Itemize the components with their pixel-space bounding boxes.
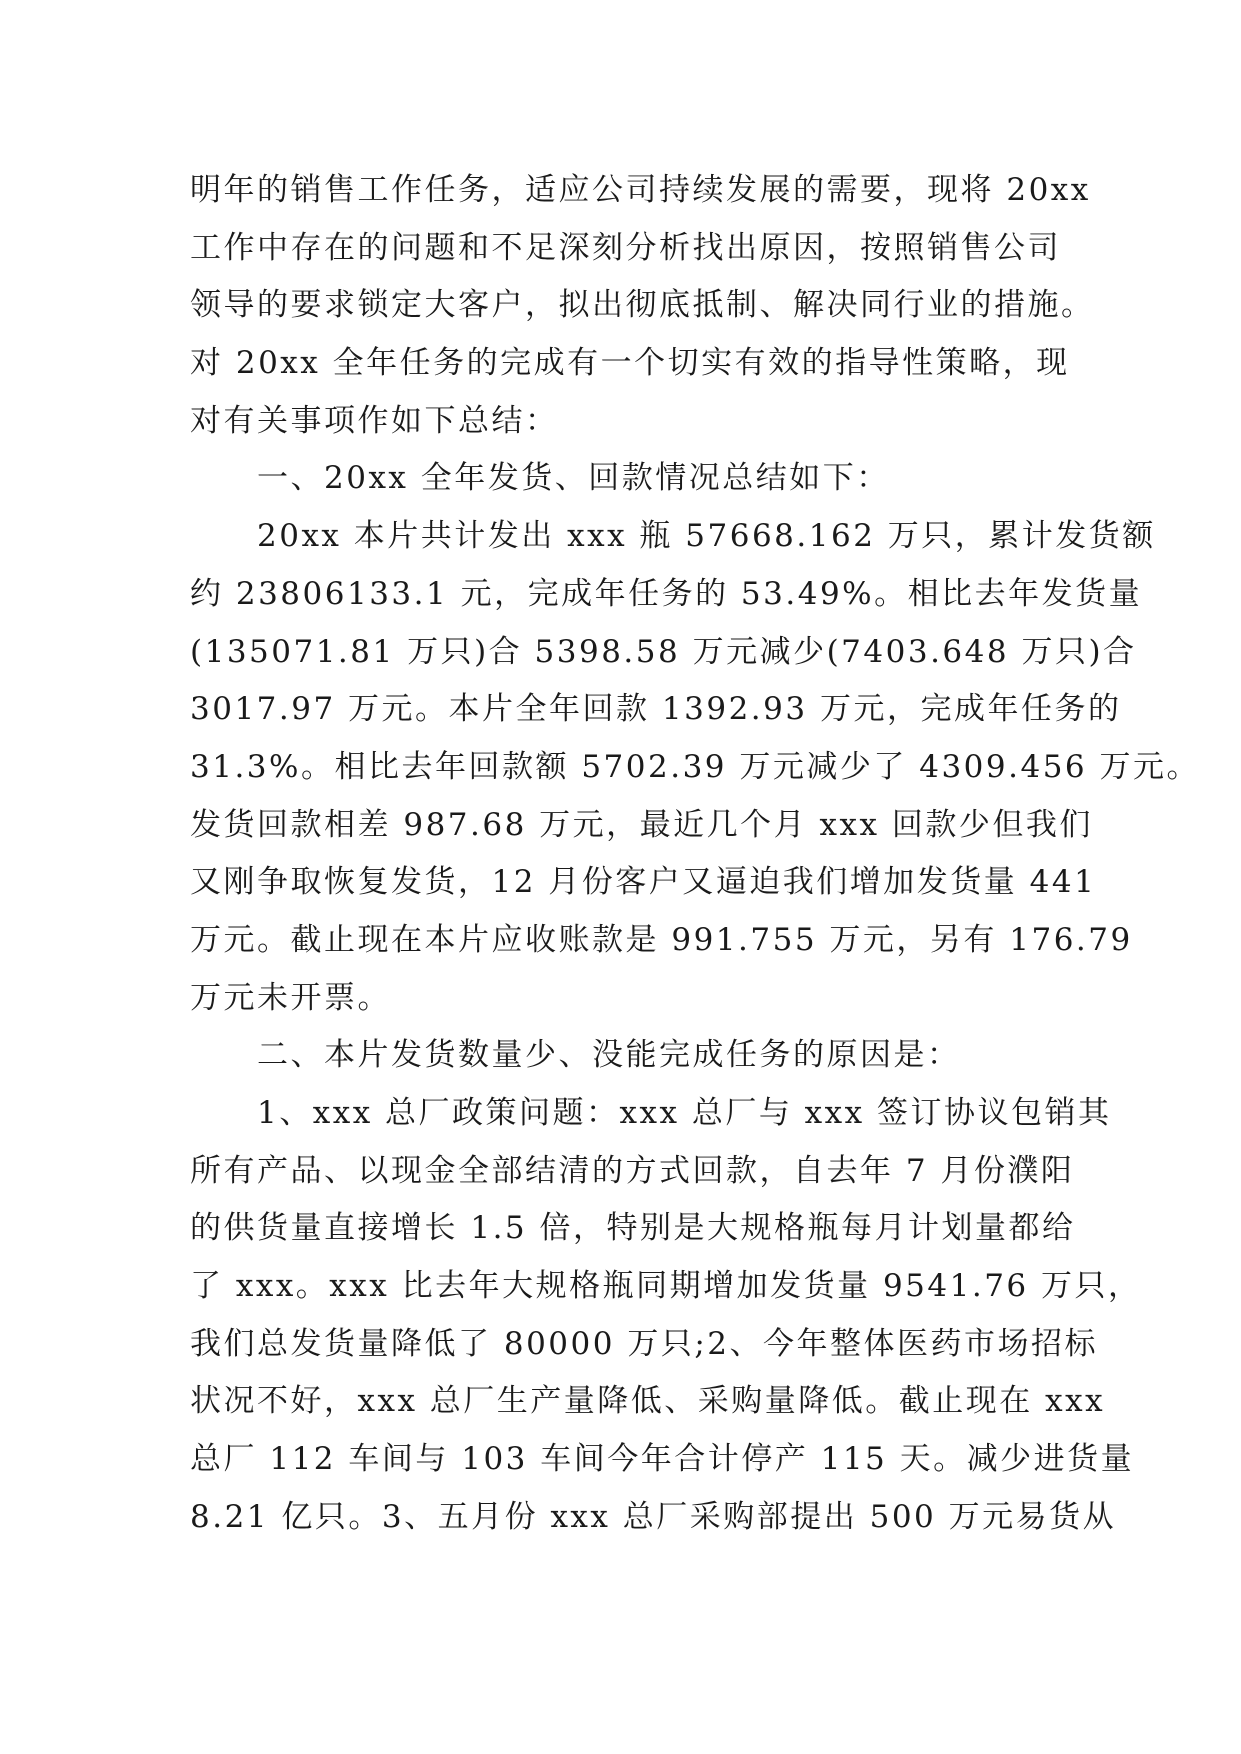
text-line: (135071.81 万只)合 5398.58 万元减少(7403.648 万只)合 (190, 633, 1137, 670)
text-line: 所有产品、以现金全部结清的方式回款，自去年 7 月份濮阳 (190, 1152, 1075, 1189)
section-heading-1 (190, 450, 1050, 508)
heading-line: 一、20xx 全年发货、回款情况总结如下： (190, 460, 890, 497)
section-heading-2 (190, 1027, 1050, 1085)
paragraph-intro (190, 162, 1095, 450)
text-line: 8.21 亿只。3、五月份 xxx 总厂采购部提出 500 万元易货从 (190, 1498, 1117, 1535)
text-line: 又刚争取恢复发货，12 月份客户又逼迫我们增加发货量 441 (190, 864, 1097, 901)
heading-line: 二、本片发货数量少、没能完成任务的原因是： (190, 1037, 961, 1074)
text-line: 对有关事项作如下总结： (190, 402, 559, 439)
text-line: 了 xxx。xxx 比去年大规格瓶同期增加发货量 9541.76 万只， (190, 1268, 1142, 1305)
text-line: 工作中存在的问题和不足深刻分析找出原因，按照销售公司 (190, 229, 1061, 266)
text-line: 对 20xx 全年任务的完成有一个切实有效的指导性策略，现 (190, 345, 1070, 382)
text-line: 总厂 112 车间与 103 车间今年合计停产 115 天。减少进货量 (190, 1441, 1135, 1478)
text-line: 万元。截止现在本片应收账款是 991.755 万元，另有 176.79 (190, 921, 1133, 958)
text-line: 20xx 本片共计发出 xxx 瓶 57668.162 万只，累计发货额 (190, 518, 1156, 555)
text-line: 31.3%。相比去年回款额 5702.39 万元减少了 4309.456 万元。 (190, 748, 1201, 785)
document-body (190, 162, 1201, 1547)
paragraph-reasons (190, 1085, 1142, 1547)
text-line: 我们总发货量降低了 80000 万只;2、今年整体医药市场招标 (190, 1325, 1098, 1362)
paragraph-shipment-summary (190, 508, 1201, 1027)
text-line: 的供货量直接增长 1.5 倍，特别是大规格瓶每月计划量都给 (190, 1210, 1076, 1247)
text-line: 约 23806133.1 元，完成年任务的 53.49%。相比去年发货量 (190, 575, 1143, 612)
text-line: 发货回款相差 987.68 万元，最近几个月 xxx 回款少但我们 (190, 806, 1093, 843)
text-line: 状况不好，xxx 总厂生产量降低、采购量降低。截止现在 xxx (190, 1383, 1106, 1420)
text-line: 万元未开票。 (190, 979, 391, 1016)
text-line: 3017.97 万元。本片全年回款 1392.93 万元，完成年任务的 (190, 691, 1122, 728)
text-line: 领导的要求锁定大客户，拟出彻底抵制、解决同行业的措施。 (190, 287, 1095, 324)
text-line: 明年的销售工作任务，适应公司持续发展的需要，现将 20xx (190, 172, 1091, 208)
text-line: 1、xxx 总厂政策问题：xxx 总厂与 xxx 签订协议包销其 (190, 1095, 1112, 1131)
